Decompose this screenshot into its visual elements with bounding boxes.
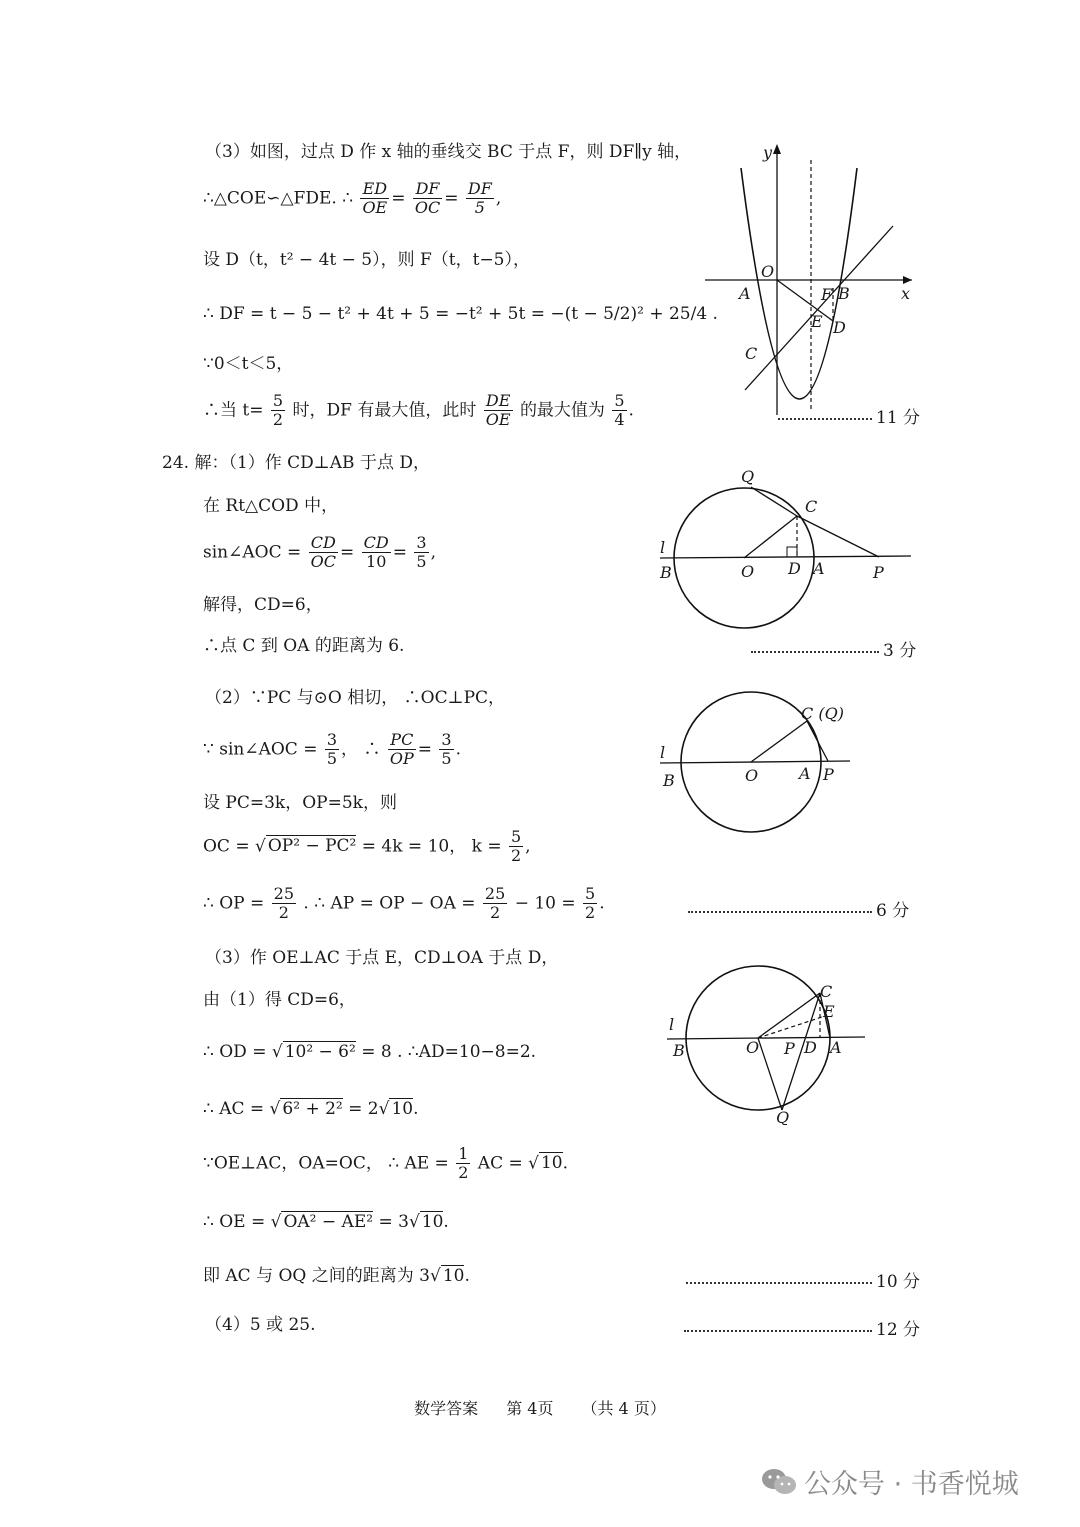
label-O: O: [745, 766, 759, 785]
q24-line5: ∴点 C 到 OA 的距离为 6.: [203, 636, 405, 656]
score-10: 10 分: [686, 1267, 920, 1292]
label-B: B: [838, 284, 850, 303]
score-12: 12 分: [684, 1315, 920, 1340]
label-E: E: [823, 1002, 835, 1021]
label-O: O: [741, 562, 755, 581]
label-B: B: [663, 771, 675, 790]
p3-line1: （3）如图，过点 D 作 x 轴的垂线交 BC 于点 F，则 DF∥y 轴，: [205, 142, 692, 162]
label-B: B: [660, 563, 672, 582]
footer-total: （共 4 页）: [581, 1399, 666, 1418]
label-F: F: [821, 285, 833, 304]
parabola-figure: [705, 140, 915, 420]
label-O: O: [761, 262, 775, 281]
label-D: D: [804, 1038, 817, 1057]
footer-page: 第 4页: [506, 1399, 554, 1418]
q24p3-line5: ∵OE⊥AC，OA=OC， ∴ AE = $\frac{1}{2}$ AC = √ 10.: [203, 1144, 569, 1183]
q24-line2: 在 Rt△COD 中，: [203, 496, 339, 516]
q24p4-line1: （4）5 或 25.: [205, 1315, 316, 1335]
label-Q: Q: [741, 467, 755, 486]
label-D: D: [833, 318, 846, 337]
q24p3-line4: ∴ AC = √ 6² + 2² = 2√ 10.: [203, 1099, 419, 1119]
p3-line3: 设 D（t，t² − 4t − 5），则 F（t，t−5），: [203, 250, 531, 270]
label-A: A: [739, 284, 751, 303]
footer-subject: 数学答案: [414, 1399, 479, 1418]
label-P: P: [823, 765, 834, 784]
q24p3-line2: 由（1）得 CD=6，: [203, 990, 356, 1010]
q24-line3: sin∠AOC = $\frac{CD}{OC}$ = $\frac{CD}{10}$ = $\frac{3}{5}$ ,: [203, 533, 436, 572]
q24p2-line1: （2）∵PC 与⊙O 相切， ∴OC⊥PC，: [205, 688, 506, 708]
p3-line2: ∴△COE∽△FDE. ∴ $\frac{ED}{OE}$ = $\frac{DF}{OC}$ = $\frac{DF}{5}$ ,: [203, 179, 502, 218]
label-B: B: [673, 1041, 685, 1060]
label-D: D: [788, 559, 801, 578]
p3-line4: ∴ DF = t − 5 − t² + 4t + 5 = −t² + 5t = −(t − 5/2)² + 25/4 .: [203, 304, 718, 324]
score-3: 3 分: [751, 636, 916, 661]
p3-line5: ∵0＜t＜5，: [203, 354, 294, 374]
q24p2-line2: ∵ sin∠AOC = $\frac{3}{5}$ ， ∴ $\frac{PC}{OP}$ = $\frac{3}{5}$ .: [203, 730, 461, 769]
label-C: C: [745, 344, 758, 363]
score-11: 11 分: [778, 403, 920, 428]
label-P: P: [873, 563, 884, 582]
label-Q: Q: [776, 1108, 790, 1125]
watermark: [760, 1462, 1019, 1505]
label-l: l: [660, 538, 666, 557]
q24-line1: 24. 解：（1）作 CD⊥AB 于点 D，: [162, 453, 430, 473]
circle-figure-2: [655, 690, 865, 840]
label-l: l: [660, 743, 666, 762]
label-O: O: [746, 1038, 760, 1057]
label-A: A: [830, 1038, 842, 1057]
label-y: y: [763, 143, 773, 162]
q24p3-line3: ∴ OD = √ 10² − 6² = 8 . ∴AD=10−8=2.: [203, 1042, 537, 1062]
page-footer: [0, 1396, 1080, 1419]
label-CQ: C (Q): [801, 704, 844, 723]
q24-line4: 解得，CD=6，: [203, 595, 323, 615]
q24p3-line1: （3）作 OE⊥AC 于点 E，CD⊥OA 于点 D，: [205, 948, 559, 968]
circle-figure-1: [655, 462, 915, 632]
wechat-logo-icon: [760, 1466, 798, 1505]
label-C: C: [820, 982, 833, 1001]
label-A: A: [799, 764, 811, 783]
label-E: E: [811, 312, 823, 331]
label-x: x: [901, 284, 911, 303]
p3-line6: ∴当 t= $\frac{5}{2}$ 时，DF 有最大值，此时 $\frac{DE}{OE}$ 的最大值为 $\frac{5}{4}$ .: [203, 391, 634, 430]
q24p2-line4: OC = √ OP² − PC² = 4k = 10， k = $\frac{5}{2}$ ,: [203, 827, 531, 866]
circle-figure-3: [662, 960, 872, 1125]
q24p2-line5: ∴ OP = $\frac{25}{2}$ . ∴ AP = OP − OA = $\frac{25}{2}$ − 10 = $\frac{5}{2}$ .: [203, 884, 605, 923]
q24p2-line3: 设 PC=3k，OP=5k，则: [203, 793, 397, 813]
q24p3-line7: 即 AC 与 OQ 之间的距离为 3√ 10.: [203, 1266, 470, 1286]
label-A: A: [813, 559, 825, 578]
label-P: P: [784, 1039, 795, 1058]
score-6: 6 分: [688, 896, 909, 921]
label-l: l: [669, 1015, 675, 1034]
label-C: C: [805, 497, 818, 516]
watermark-text: 公众号 · 书香悦城: [804, 1469, 1019, 1500]
q24p3-line6: ∴ OE = √ OA² − AE² = 3√ 10.: [203, 1212, 449, 1232]
